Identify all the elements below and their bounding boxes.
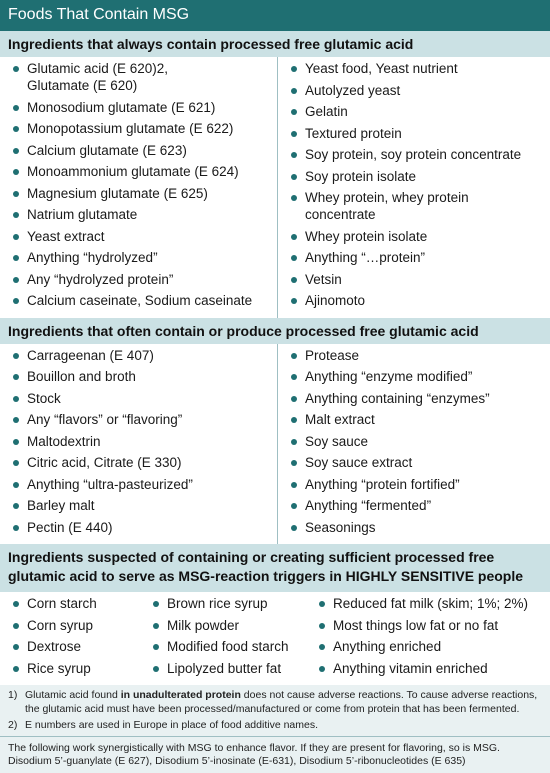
list-item: Anything “protein fortified”	[290, 476, 546, 493]
list-item: Anything “enzyme modified”	[290, 368, 546, 385]
section-always-body	[0, 57, 550, 318]
list-item: Brown rice syrup	[152, 595, 302, 612]
always-right-list	[278, 57, 550, 318]
list-item: Rice syrup	[12, 660, 136, 677]
list-item: Malt extract	[290, 411, 546, 428]
list-item: Corn syrup	[12, 617, 136, 634]
list-item: Whey protein, whey protein concentrate	[290, 189, 546, 223]
list-item: Monosodium glutamate (E 621)	[12, 99, 273, 116]
section-suspected-body	[0, 592, 550, 685]
list-item: Stock	[12, 390, 273, 407]
list-item: Soy sauce extract	[290, 454, 546, 471]
list-item: Modified food starch	[152, 638, 302, 655]
list-item: Monopotassium glutamate (E 622)	[12, 120, 273, 137]
list-item: Lipolyzed butter fat	[152, 660, 302, 677]
often-right-list	[278, 344, 550, 545]
list-item: Monoammonium glutamate (E 624)	[12, 163, 273, 180]
list-item: Carrageenan (E 407)	[12, 347, 273, 364]
list-item: Whey protein isolate	[290, 228, 546, 245]
list-item: Most things low fat or no fat	[318, 617, 546, 634]
list-item: Textured protein	[290, 125, 546, 142]
list-item: Anything “fermented”	[290, 497, 546, 514]
suspected-col-3	[306, 592, 550, 685]
footnotes	[0, 685, 550, 773]
list-item: Anything “hydrolyzed”	[12, 249, 273, 266]
list-item: Magnesium glutamate (E 625)	[12, 185, 273, 202]
footnote-text: E numbers are used in Europe in place of food additive names.	[25, 719, 319, 731]
divider	[0, 736, 550, 737]
list-item: Citric acid, Citrate (E 330)	[12, 454, 273, 471]
page-title: Foods That Contain MSG	[0, 0, 550, 31]
list-item: Seasonings	[290, 519, 546, 536]
list-item: Anything enriched	[318, 638, 546, 655]
footnote-2	[8, 719, 542, 733]
list-item: Any “flavors” or “flavoring”	[12, 411, 273, 428]
list-item: Soy protein, soy protein concentrate	[290, 146, 546, 163]
list-item: Milk powder	[152, 617, 302, 634]
footnote-number: 2)	[8, 719, 18, 731]
always-left-list	[0, 57, 278, 318]
list-item: Soy protein isolate	[290, 168, 546, 185]
synergy-note	[8, 742, 542, 769]
footnote-text: Glutamic acid found in unadulterated protein does not cause adverse reactions. To cause adverse reactions, the glutamic acid must have been processed/manufactured or come from protein that has been fermented.	[25, 689, 538, 715]
list-item: Yeast extract	[12, 228, 273, 245]
list-item: Anything vitamin enriched	[318, 660, 546, 677]
list-item: Gelatin	[290, 103, 546, 120]
list-item: Dextrose	[12, 638, 136, 655]
list-item: Ajinomoto	[290, 292, 546, 309]
footnote-1	[8, 689, 542, 716]
list-item: Anything “ultra-pasteurized”	[12, 476, 273, 493]
list-item: Calcium glutamate (E 623)	[12, 142, 273, 159]
list-item: Maltodextrin	[12, 433, 273, 450]
list-item: Autolyzed yeast	[290, 82, 546, 99]
list-item: Natrium glutamate	[12, 206, 273, 223]
list-item: Anything “…protein”	[290, 249, 546, 266]
list-item: Reduced fat milk (skim; 1%; 2%)	[318, 595, 546, 612]
section-suspected-heading: Ingredients suspected of containing or creating sufficient processed free glutamic acid to serve as MSG-reaction triggers in HIGHLY SENSITIVE people	[0, 544, 550, 592]
list-item: Yeast food, Yeast nutrient	[290, 60, 546, 77]
list-item: Pectin (E 440)	[12, 519, 273, 536]
suspected-col-1	[0, 592, 140, 685]
list-item: Anything containing “enzymes”	[290, 390, 546, 407]
list-item: Soy sauce	[290, 433, 546, 450]
section-often-heading: Ingredients that often contain or produce processed free glutamic acid	[0, 318, 550, 344]
list-item: Bouillon and broth	[12, 368, 273, 385]
synergy-intro: The following work synergistically with MSG to enhance flavor. If they are present for flavoring, so is MSG.	[8, 741, 500, 754]
list-item: Vetsin	[290, 271, 546, 288]
often-left-list	[0, 344, 278, 545]
footnote-number: 1)	[8, 689, 18, 701]
list-item: Calcium caseinate, Sodium caseinate	[12, 292, 273, 309]
list-item: Protease	[290, 347, 546, 364]
section-often-body	[0, 344, 550, 545]
list-item: Glutamic acid (E 620)2, Glutamate (E 620)	[12, 60, 273, 94]
suspected-col-2	[140, 592, 306, 685]
list-item: Barley malt	[12, 497, 273, 514]
list-item: Any “hydrolyzed protein”	[12, 271, 273, 288]
section-always-heading: Ingredients that always contain processed free glutamic acid	[0, 31, 550, 57]
synergy-items: Disodium 5’-guanylate (E 627), Disodium 5’-inosinate (E-631), Disodium 5’-ribonucleotides (E 635)	[8, 755, 466, 767]
list-item: Corn starch	[12, 595, 136, 612]
